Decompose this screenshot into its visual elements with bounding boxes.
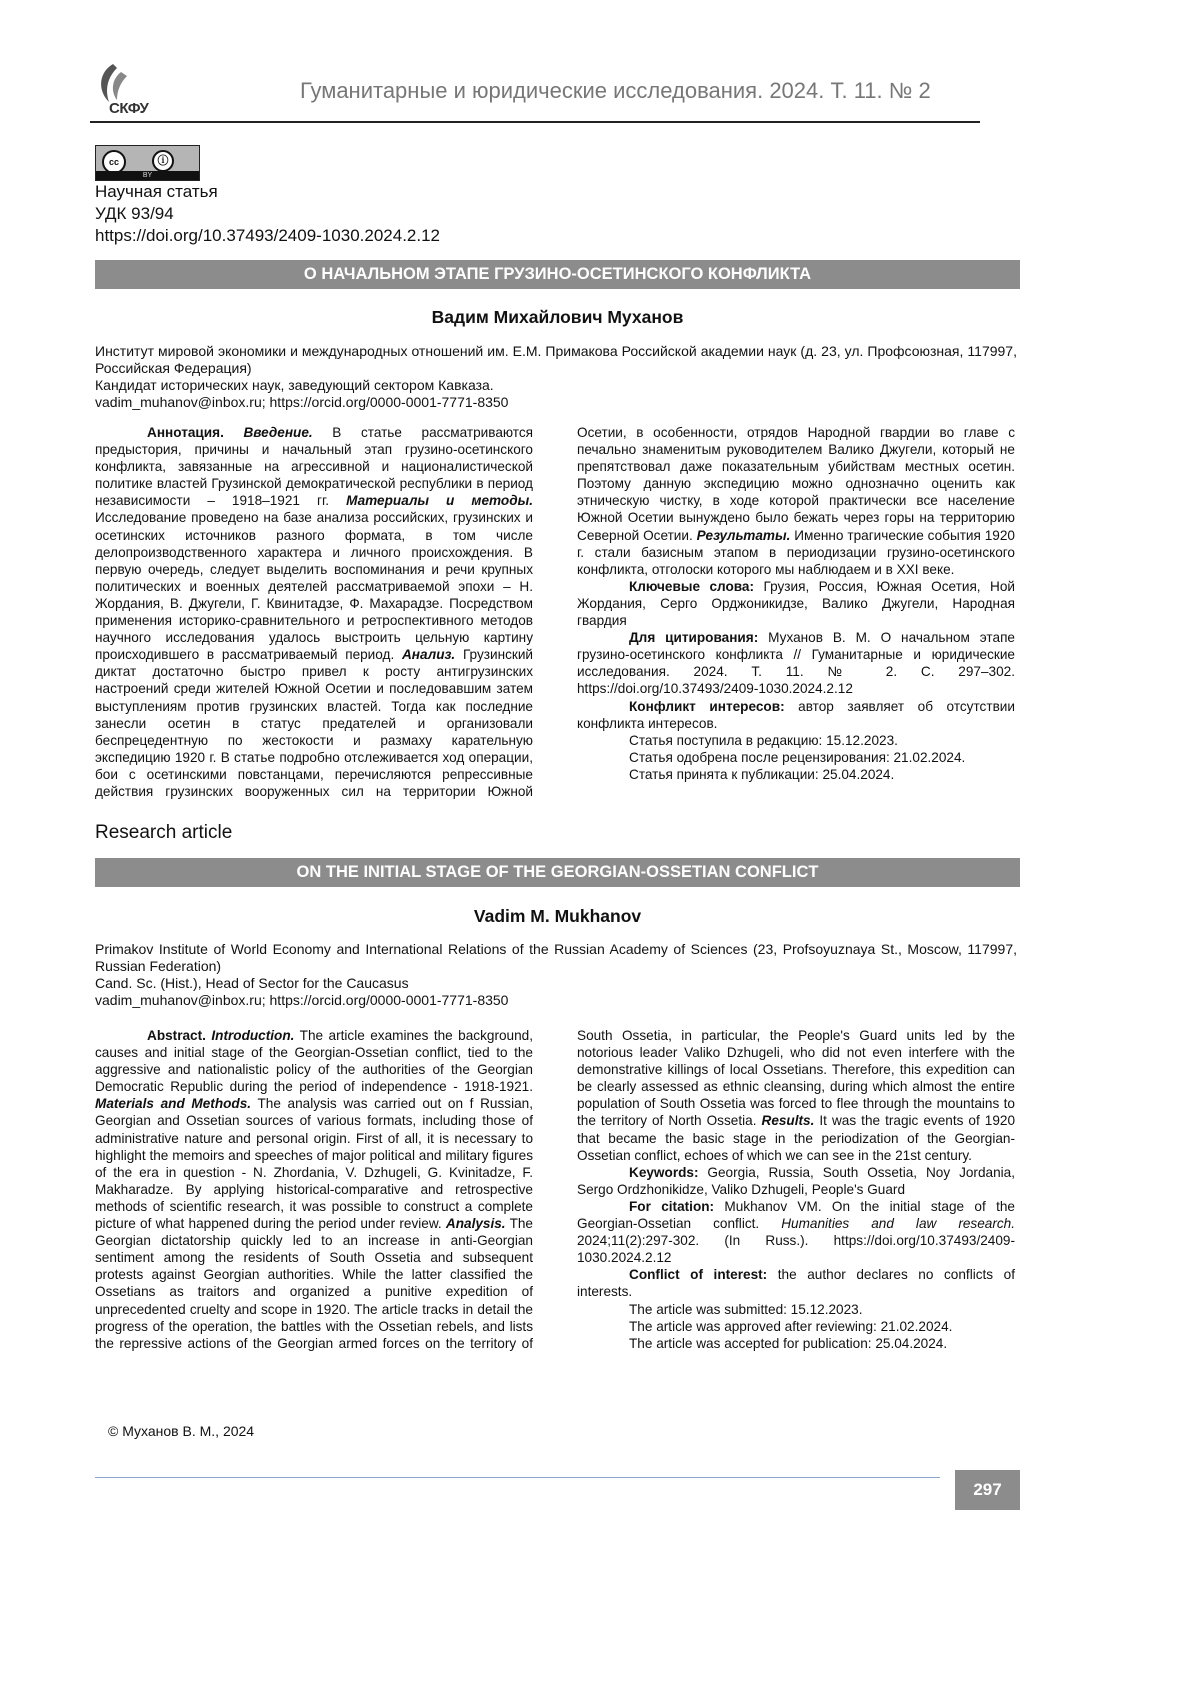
author-name-en: Vadim M. Mukhanov xyxy=(473,906,642,926)
doi-link[interactable]: https://doi.org/10.37493/2409-1030.2024.2.12 xyxy=(95,226,441,245)
page-number: 297 xyxy=(955,1470,1020,1510)
date-accepted-ru: Статья принята к публикации: 25.04.2024. xyxy=(629,766,895,782)
abstract-ru-columns xyxy=(95,424,1015,800)
abstract-ru: Аннотация. Введение. В статье рассматриваются предыстория, причины и начальный этап грузино-осетинского конфликта, завязанные на агрессивной и националистической политике властей Грузинской демократической республики в период независимости – 1918–1921 гг. Материалы и методы. Исследование проведено на базе анализа российских, грузинских и осетинских источников разного формата, в том числе делопроизводственного характера и личного происхождения. В первую очередь, следует выделить воспоминания и речи крупных политических и военных деятелей рассматриваемой эпохи – Н. Жордания, В. Джугели, Г. Квинитадзе, Ф. Махарадзе. Посредством применения историко-сравнительного и ретроспективного методов научного исследования удалось выстроить цельную картину происходившего в рассматриваемый период. Анализ. Грузинский диктат достаточно быстро привел к росту антигрузинских настроений среди жителей Южной Осетии и последовавшим затем выступлениям против грузинских властей. Тогда как последние занесли осетин в статус предателей и организовали беспрецедентную по жестокости и размаху карательную экспедицию 1920 г. В статье подробно отслеживается ход операции, бои с осетинскими повстанцами, перечисляются репрессивные действия грузинских вооруженных сил на территории Южной Осетии, в особенности, отрядов Народной гвардии во главе с печально знаменитым руководителем Валико Джугели, который не препятствовал даже показательным убийствам местных осетин. Поэтому данную экспедицию можно однозначно оценить как этническую чистку, в ходе которой практически все население Южной Осетии вынуждено было бежать через горы на территорию Северной Осетии. Результаты. Именно трагические события 1920 г. стали базисным этапом в периодизации грузино-осетинского конфликта, отголоски которого мы наблюдаем и в XXI веке. xyxy=(95,425,1015,799)
keywords-en: Keywords: Georgia, Russia, South Ossetia, Noy Jordania, Sergo Ordzhonikidze, Valiko Dzhugeli, People's Guard xyxy=(577,1164,1015,1197)
results-label-en: Results. xyxy=(761,1113,815,1129)
abstract-en-columns xyxy=(95,1027,1015,1352)
affiliation-en: Primakov Institute of World Economy and International Relations of the Russian Academy of Sciences (23, Profsoyuznaya St., Moscow, 117997, Russian Federation) xyxy=(95,941,1017,974)
results-ru: Именно трагические события 1920 г. стали базисным этапом в периодизации грузино-осетинского конфликта, отголоски которого мы наблюдаем и в XXI веке. xyxy=(577,527,1015,577)
article-type: Научная статья xyxy=(95,182,218,201)
affiliation: Институт мировой экономики и международных отношений им. Е.М. Примакова Российской академии наук (д. 23, ул. Профсоюзная, 117997, Российская Федерация) xyxy=(95,343,1017,376)
by-label: BY xyxy=(96,171,199,180)
logo-text: СКФУ xyxy=(109,100,149,117)
abstract-en: Abstract. Introduction. The article examines the background, causes and initial stage of the Georgian-Ossetian conflict, tied to the aggressive and nationalistic policy of the authorities of the Georgian Democratic Republic during the period of independence - 1918-1921. Materials and Methods. The analysis was carried out on f Russian, Georgian and Ossetian sources of various formats, including those of administrative nature and personal origin. First of all, it is necessary to highlight the memoirs and speeches of major political and military figures of the era in question - N. Zhordania, V. Dzhugeli, G. Kvinitadze, F. Makharadze. By applying historical-comparative and retrospective methods of scientific research, it was possible to construct a complete picture of what happened during the period under review. Analysis. The Georgian dictatorship quickly led to an increase in anti-Georgian sentiment among the residents of South Ossetia and subsequent protests against Georgian authorities. While the latter classified the Ossetians as traitors and organized a punitive expedition of unprecedented cruelty and scope in 1920. The article tracks in detail the progress of the operation, the battles with the Ossetian rebels, and lists the repressive actions of the Georgian armed forces on the territory of South Ossetia, in particular, the People's Guard units led by the notorious leader Valiko Dzhugeli, who did not even interfere with the demonstrative killings of local Ossetians. Therefore, this expedition can be clearly assessed as ethnic cleansing, during which almost the entire population of South Ossetia was forced to flee through the mountains to the territory of North Ossetia. Results. It was the tragic events of 1920 that became the basic stage in the periodization of the Georgian-Ossetian conflict, echoes of which we can see in the 21st century. xyxy=(95,1028,1015,1351)
author-info-ru xyxy=(95,343,1017,411)
udc: УДК 93/94 xyxy=(95,204,174,223)
contacts[interactable]: vadim_muhanov@inbox.ru; https://orcid.org/0000-0001-7771-8350 xyxy=(95,394,509,410)
article-title-en: ON THE INITIAL STAGE OF THE GEORGIAN-OSSETIAN CONFLICT xyxy=(95,858,1020,887)
position: Кандидат исторических наук, заведующий сектором Кавказа. xyxy=(95,377,494,393)
date-submitted-en: The article was submitted: 15.12.2023. xyxy=(629,1301,863,1317)
cc-by-license-badge[interactable] xyxy=(95,145,200,181)
date-approved-ru: Статья одобрена после рецензирования: 21.02.2024. xyxy=(629,749,966,765)
position-en: Cand. Sc. (Hist.), Head of Sector for the Caucasus xyxy=(95,975,409,991)
attribution-icon: ⓘ xyxy=(152,150,174,172)
header-divider xyxy=(90,121,980,123)
journal-title: Гуманитарные и юридические исследования. 2024. Т. 11. № 2 xyxy=(300,78,931,103)
article-type-en: Research article xyxy=(95,822,233,843)
date-submitted-ru: Статья поступила в редакцию: 15.12.2023. xyxy=(629,732,898,748)
date-approved-en: The article was approved after reviewing: 21.02.2024. xyxy=(629,1318,953,1334)
conflict-ru: Конфликт интересов: автор заявляет об отсутствии конфликта интересов. xyxy=(577,698,1015,731)
skfu-logo xyxy=(95,62,170,122)
results-label-ru: Результаты. xyxy=(696,527,791,543)
contacts-en[interactable]: vadim_muhanov@inbox.ru; https://orcid.org/0000-0001-7771-8350 xyxy=(95,992,509,1008)
copyright: © Муханов В. М., 2024 xyxy=(108,1423,255,1439)
date-accepted-en: The article was accepted for publication: 25.04.2024. xyxy=(629,1335,948,1351)
keywords-ru: Ключевые слова: Грузия, Россия, Южная Осетия, Ной Жордания, Серго Орджоникидзе, Валико Джугели, Народная гвардия xyxy=(577,578,1015,629)
conflict-en: Conflict of interest: the author declares no conflicts of interests. xyxy=(577,1267,1016,1300)
citation-en: For citation: Mukhanov VM. On the initial stage of the Georgian-Ossetian conflict. Humanities and law research. 2024;11(2):297-302. (In Russ.). https://doi.org/10.37493/2409-1030.2024.2.12 xyxy=(577,1198,1015,1266)
cc-icon: cc xyxy=(102,150,126,174)
results-en: It was the tragic events of 1920 that became the basic stage in the periodization of the Georgian-Ossetian conflict, echoes of which we can see in the 21st century. xyxy=(577,1113,1015,1163)
author-name-ru: Вадим Михайлович Муханов xyxy=(431,307,684,327)
footer-divider xyxy=(95,1477,940,1478)
article-title-ru: О НАЧАЛЬНОМ ЭТАПЕ ГРУЗИНО-ОСЕТИНСКОГО КОНФЛИКТА xyxy=(95,260,1020,289)
citation-ru: Для цитирования: Муханов В. М. О начальном этапе грузино-осетинского конфликта // Гуманитарные и юридические исследования. 2024. Т. 11. № 2. С. 297–302. https://doi.org/10.37493/2409-1030.2024.2.12 xyxy=(577,630,1015,697)
author-info-en xyxy=(95,941,1017,1009)
